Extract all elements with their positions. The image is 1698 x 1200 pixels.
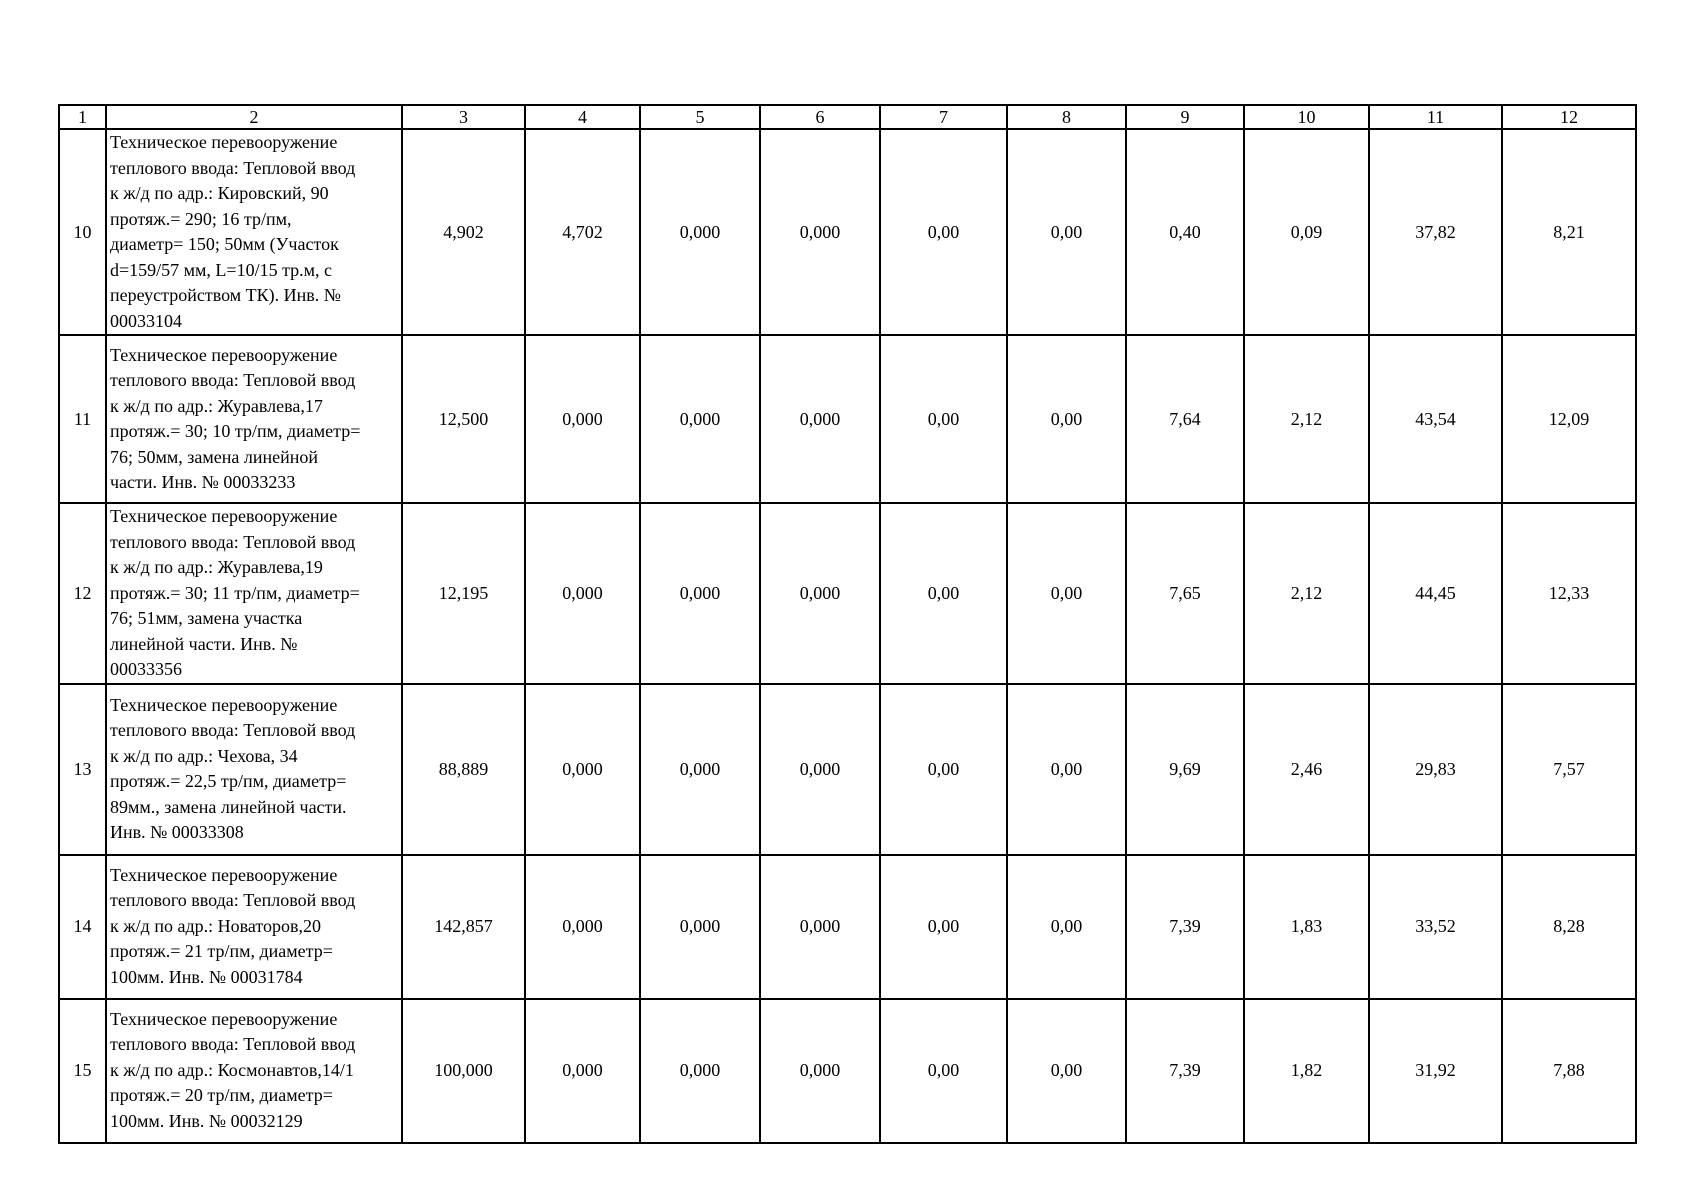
column-header: 5 [640, 105, 760, 129]
table-row [59, 335, 1636, 503]
value-cell: 1,82 [1244, 999, 1369, 1143]
description-line: протяж.= 20 тр/пм, диаметр= [110, 1085, 333, 1106]
description-line: к ж/д по адр.: Новаторов,20 [110, 915, 322, 936]
description-line: теплового ввода: Тепловой ввод [110, 531, 356, 552]
value-cell: 7,88 [1502, 999, 1636, 1143]
row-number: 11 [59, 335, 106, 503]
value-cell: 0,00 [880, 503, 1007, 684]
table-row [59, 999, 1636, 1143]
value-cell: 0,000 [525, 855, 640, 999]
column-header: 1 [59, 105, 106, 129]
value-cell: 0,00 [880, 335, 1007, 503]
value-cell: 43,54 [1369, 335, 1502, 503]
value-cell: 142,857 [402, 855, 525, 999]
value-cell: 0,000 [760, 503, 880, 684]
description-cell [106, 999, 402, 1143]
description-cell [106, 684, 402, 855]
description-cell [106, 855, 402, 999]
value-cell: 7,65 [1126, 503, 1244, 684]
row-number: 12 [59, 503, 106, 684]
value-cell: 31,92 [1369, 999, 1502, 1143]
value-cell: 0,000 [525, 684, 640, 855]
description-line: Техническое перевооружение [110, 1008, 338, 1029]
value-cell: 2,12 [1244, 503, 1369, 684]
description-line: диаметр= 150; 50мм (Участок [110, 234, 339, 254]
description-line: протяж.= 290; 16 тр/пм, [110, 208, 292, 229]
description-line: к ж/д по адр.: Кировский, 90 [110, 183, 329, 203]
value-cell: 0,000 [640, 503, 760, 684]
table-row [59, 129, 1636, 335]
description-line: переустройством ТК). Инв. № [110, 285, 341, 305]
column-number-row [59, 105, 1636, 129]
description-line: протяж.= 22,5 тр/пм, диаметр= [110, 771, 347, 791]
column-header: 3 [402, 105, 525, 129]
value-cell: 0,00 [880, 999, 1007, 1143]
value-cell: 12,500 [402, 335, 525, 503]
description-line: Техническое перевооружение [110, 694, 338, 715]
value-cell: 0,00 [1007, 855, 1126, 999]
value-cell: 0,000 [525, 503, 640, 684]
description-line: части. Инв. № 00033233 [110, 472, 296, 492]
column-header: 11 [1369, 105, 1502, 129]
description-line: 76; 51мм, замена участка [110, 608, 303, 628]
description-line: к ж/д по адр.: Журавлева,17 [110, 395, 323, 416]
value-cell: 8,21 [1502, 129, 1636, 335]
value-cell: 0,000 [760, 684, 880, 855]
table-row [59, 684, 1636, 855]
row-number: 13 [59, 684, 106, 855]
description-line: теплового ввода: Тепловой ввод [110, 370, 356, 390]
description-line: теплового ввода: Тепловой ввод [110, 890, 356, 911]
description-line: линейной части. Инв. № [110, 633, 298, 654]
table-row [59, 855, 1636, 999]
value-cell: 0,000 [640, 335, 760, 503]
column-header: 12 [1502, 105, 1636, 129]
value-cell: 2,12 [1244, 335, 1369, 503]
value-cell: 0,000 [640, 684, 760, 855]
value-cell: 0,000 [760, 129, 880, 335]
description-line: протяж.= 30; 10 тр/пм, диаметр= [110, 421, 361, 441]
description-line: 100мм. Инв. № 00032129 [110, 1110, 303, 1131]
value-cell: 12,33 [1502, 503, 1636, 684]
value-cell: 9,69 [1126, 684, 1244, 855]
value-cell: 0,00 [880, 855, 1007, 999]
column-header: 6 [760, 105, 880, 129]
value-cell: 44,45 [1369, 503, 1502, 684]
description-cell [106, 503, 402, 684]
value-cell: 0,00 [880, 684, 1007, 855]
description-line: теплового ввода: Тепловой ввод [110, 157, 356, 178]
description-line: 00033356 [110, 659, 182, 679]
value-cell: 4,902 [402, 129, 525, 335]
column-header: 8 [1007, 105, 1126, 129]
value-cell: 8,28 [1502, 855, 1636, 999]
description-line: к ж/д по адр.: Космонавтов,14/1 [110, 1059, 354, 1080]
description-line: теплового ввода: Тепловой ввод [110, 720, 356, 740]
description-line: к ж/д по адр.: Чехова, 34 [110, 745, 298, 766]
description-line: Техническое перевооружение [110, 864, 338, 885]
value-cell: 0,000 [640, 129, 760, 335]
column-header: 2 [106, 105, 402, 129]
description-line: 00033104 [110, 310, 182, 331]
value-cell: 100,000 [402, 999, 525, 1143]
value-cell: 0,000 [525, 999, 640, 1143]
description-line: Техническое перевооружение [110, 132, 338, 152]
description-line: протяж.= 30; 11 тр/пм, диаметр= [110, 582, 360, 603]
description-line: d=159/57 мм, L=10/15 тр.м, с [110, 259, 333, 280]
description-line: к ж/д по адр.: Журавлева,19 [110, 557, 323, 577]
value-cell: 0,000 [760, 999, 880, 1143]
value-cell: 0,00 [1007, 335, 1126, 503]
value-cell: 12,09 [1502, 335, 1636, 503]
description-line: 89мм., замена линейной части. [110, 796, 347, 817]
data-table [58, 104, 1637, 1144]
value-cell: 33,52 [1369, 855, 1502, 999]
value-cell: 0,00 [1007, 684, 1126, 855]
value-cell: 7,64 [1126, 335, 1244, 503]
column-header: 7 [880, 105, 1007, 129]
value-cell: 1,83 [1244, 855, 1369, 999]
value-cell: 12,195 [402, 503, 525, 684]
value-cell: 0,00 [1007, 999, 1126, 1143]
value-cell: 0,000 [640, 855, 760, 999]
description-cell [106, 129, 402, 335]
description-line: протяж.= 21 тр/пм, диаметр= [110, 941, 333, 962]
description-line: теплового ввода: Тепловой ввод [110, 1034, 356, 1055]
value-cell: 7,39 [1126, 855, 1244, 999]
value-cell: 0,000 [640, 999, 760, 1143]
description-line: 76; 50мм, замена линейной [110, 446, 319, 467]
value-cell: 0,000 [525, 335, 640, 503]
row-number: 15 [59, 999, 106, 1143]
description-line: 100мм. Инв. № 00031784 [110, 966, 303, 987]
value-cell: 0,000 [760, 335, 880, 503]
row-number: 10 [59, 129, 106, 335]
row-number: 14 [59, 855, 106, 999]
description-line: Техническое перевооружение [110, 506, 338, 526]
column-header: 4 [525, 105, 640, 129]
value-cell: 7,39 [1126, 999, 1244, 1143]
value-cell: 88,889 [402, 684, 525, 855]
value-cell: 7,57 [1502, 684, 1636, 855]
value-cell: 0,40 [1126, 129, 1244, 335]
value-cell: 4,702 [525, 129, 640, 335]
value-cell: 29,83 [1369, 684, 1502, 855]
value-cell: 0,00 [880, 129, 1007, 335]
value-cell: 0,09 [1244, 129, 1369, 335]
column-header: 10 [1244, 105, 1369, 129]
value-cell: 0,000 [760, 855, 880, 999]
value-cell: 0,00 [1007, 129, 1126, 335]
value-cell: 2,46 [1244, 684, 1369, 855]
description-line: Техническое перевооружение [110, 344, 338, 365]
description-cell [106, 335, 402, 503]
value-cell: 0,00 [1007, 503, 1126, 684]
column-header: 9 [1126, 105, 1244, 129]
value-cell: 37,82 [1369, 129, 1502, 335]
table-row [59, 503, 1636, 684]
description-line: Инв. № 00033308 [110, 822, 244, 842]
